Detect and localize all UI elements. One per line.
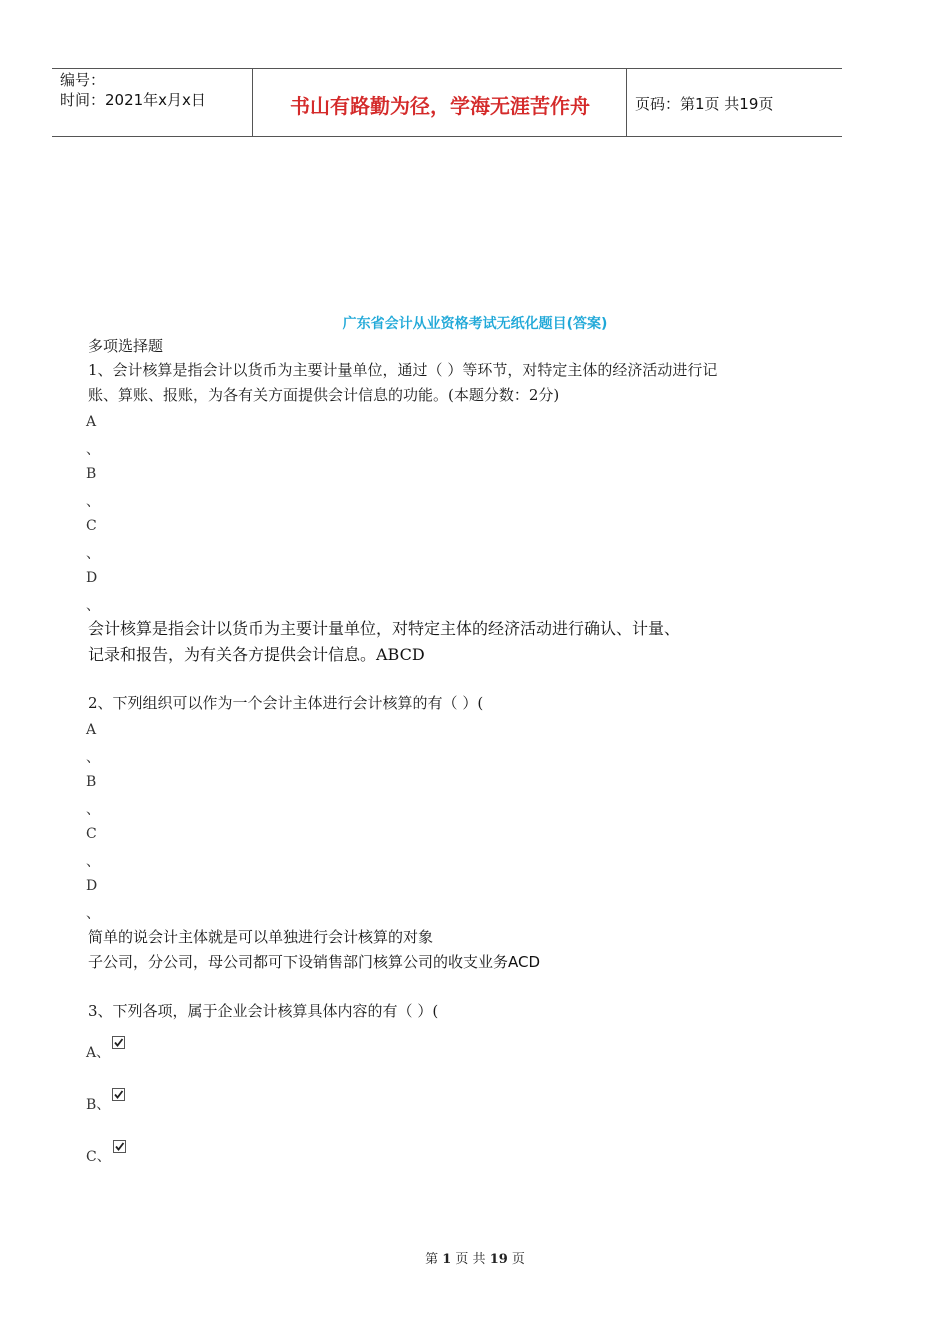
footer-mid: 页 共 [455,1252,486,1267]
question-3-option-a-row[interactable] [86,1042,125,1062]
header-number-label: 编号： [60,71,106,89]
header-page-info: 页码：第1页 共19页 [635,95,774,113]
question-1-stem-line2: 账、算账、报账，为各有关方面提供会计信息的功能。(本题分数：2分) [88,386,560,404]
header-motto: 书山有路勤为径，学海无涯苦作舟 [290,94,590,118]
question-2-separator: 、 [86,750,100,766]
header-meta [60,70,206,110]
question-1-answer-line1: 会计核算是指会计以货币为主要计量单位，对特定主体的经济活动进行确认、计量、 [88,619,681,638]
footer-page-number: 1 [442,1252,452,1267]
question-2-separator: 、 [86,802,100,818]
question-1-separator: 、 [86,494,100,510]
question-3-option-b-row[interactable] [86,1094,125,1114]
question-3-option-a-label: A、 [86,1045,111,1061]
question-2-option-c[interactable]: C [86,826,97,842]
footer-total-pages: 19 [489,1252,508,1267]
footer-suffix: 页 [511,1252,525,1267]
question-1-option-c[interactable]: C [86,518,97,534]
checkbox-checked-icon[interactable] [113,1140,126,1153]
checkbox-checked-icon[interactable] [112,1088,125,1101]
question-1-option-a[interactable]: A [86,414,97,430]
page-footer [0,1248,950,1267]
question-3-stem: 3、下列各项，属于企业会计核算具体内容的有（ ）( [88,1002,439,1020]
document-title: 广东省会计从业资格考试无纸化题目(答案) [342,316,608,332]
question-1-separator: 、 [86,546,100,562]
question-2-answer-line2: 子公司，分公司，母公司都可下设销售部门核算公司的收支业务ACD [88,953,541,971]
header-time-label: 时间：2021年x月x日 [60,91,206,109]
footer-prefix: 第 [425,1252,439,1267]
question-2-separator: 、 [86,854,100,870]
question-3-option-c-label: C、 [86,1149,111,1165]
header-divider-left [252,68,253,137]
question-1-option-d[interactable]: D [86,570,98,586]
question-1-option-b[interactable]: B [86,466,97,482]
question-2-option-a[interactable]: A [86,722,97,738]
header-divider-right [626,68,627,137]
question-1-answer-line2: 记录和报告，为有关各方提供会计信息。ABCD [88,645,425,664]
question-2-option-d[interactable]: D [86,878,98,894]
question-1-separator: 、 [86,598,100,614]
question-2-separator: 、 [86,906,100,922]
header-bottom-border [52,136,842,137]
question-1-stem-line1: 1、会计核算是指会计以货币为主要计量单位，通过（ ）等环节，对特定主体的经济活动进行记 [88,361,718,379]
question-3-option-b-label: B、 [86,1097,111,1113]
question-1-separator: 、 [86,442,100,458]
checkbox-checked-icon[interactable] [112,1036,125,1049]
question-3-option-c-row[interactable] [86,1146,126,1166]
question-2-stem: 2、下列组织可以作为一个会计主体进行会计核算的有（ ）( [88,694,484,712]
header-top-border [52,68,842,69]
question-2-option-b[interactable]: B [86,774,97,790]
question-2-answer-line1: 简单的说会计主体就是可以单独进行会计核算的对象 [88,928,434,946]
section-heading: 多项选择题 [88,337,164,355]
